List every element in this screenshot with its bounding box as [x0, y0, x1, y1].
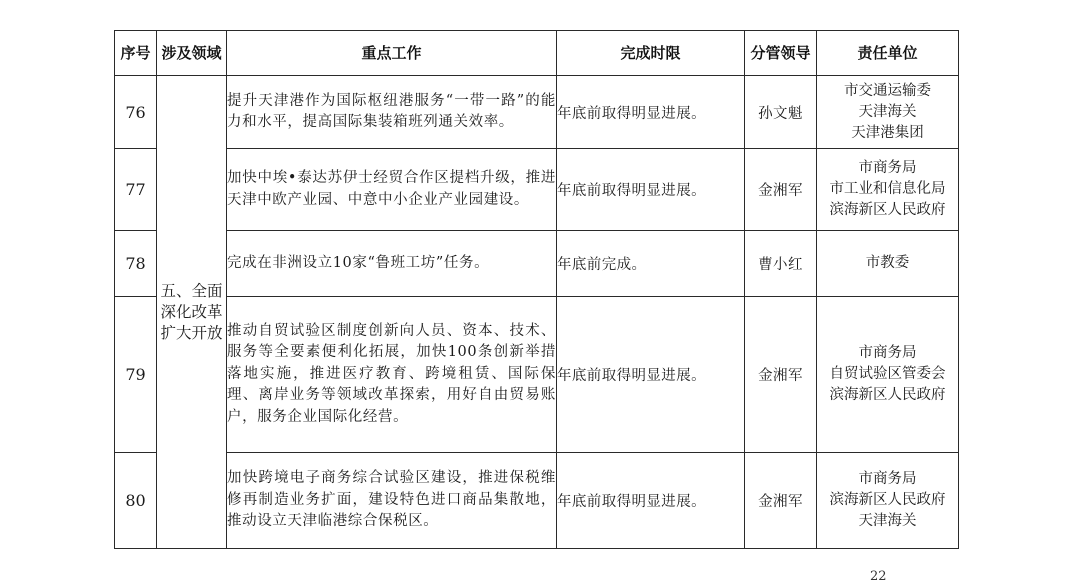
- row-number: 77: [115, 149, 157, 231]
- unit-name: 天津海关: [858, 513, 917, 529]
- unit-cell: [817, 453, 959, 549]
- unit-name: 市商务局: [858, 345, 917, 361]
- unit-name: 市商务局: [858, 471, 917, 487]
- header-deadline: 完成时限: [557, 31, 745, 76]
- table-row: [115, 453, 959, 549]
- deadline-cell: 年底前取得明显进展。: [557, 149, 745, 231]
- header-leader: 分管领导: [745, 31, 817, 76]
- row-number: 80: [115, 453, 157, 549]
- header-work: 重点工作: [227, 31, 557, 76]
- leader-cell: 金湘军: [745, 149, 817, 231]
- deadline-cell: 年底前取得明显进展。: [557, 76, 745, 149]
- table-row: [115, 231, 959, 297]
- deadline-cell: 年底前取得明显进展。: [557, 453, 745, 549]
- unit-name: 滨海新区人民政府: [829, 202, 946, 218]
- unit-name: 天津港集团: [851, 124, 924, 141]
- work-cell: 提升天津港作为国际枢纽港服务“一带一路”的能力和水平，提高国际集装箱班列通关效率。: [227, 76, 557, 149]
- unit-name: 市教委: [865, 255, 910, 271]
- header-seq: 序号: [115, 31, 157, 76]
- row-number: 79: [115, 297, 157, 453]
- header-unit: 责任单位: [817, 31, 959, 76]
- deadline-cell: 年底前取得明显进展。: [557, 297, 745, 453]
- table-row: [115, 76, 959, 149]
- row-number: 76: [115, 76, 157, 149]
- work-cell: 加快中埃•泰达苏伊士经贸合作区提档升级，推进天津中欧产业园、中意中小企业产业园建设。: [227, 149, 557, 231]
- unit-name: 自贸试验区管委会: [829, 366, 946, 382]
- unit-cell: [817, 231, 959, 297]
- page-number: 22: [870, 569, 887, 584]
- unit-name: 市交通运输委: [844, 82, 931, 99]
- task-table: [114, 30, 959, 549]
- header-field: 涉及领域: [157, 31, 227, 76]
- unit-name: 市工业和信息化局: [829, 181, 946, 197]
- field-group-cell: 五、全面深化改革扩大开放: [157, 76, 227, 549]
- unit-name: 市商务局: [858, 160, 917, 176]
- deadline-cell: 年底前完成。: [557, 231, 745, 297]
- unit-name: 天津海关: [858, 103, 917, 120]
- unit-cell: [817, 149, 959, 231]
- unit-cell: [817, 76, 959, 149]
- leader-cell: 金湘军: [745, 297, 817, 453]
- leader-cell: 金湘军: [745, 453, 817, 549]
- work-cell: 完成在非洲设立10家“鲁班工坊”任务。: [227, 231, 557, 297]
- leader-cell: 曹小红: [745, 231, 817, 297]
- unit-cell: [817, 297, 959, 453]
- table-header-row: [115, 31, 959, 76]
- leader-cell: 孙文魁: [745, 76, 817, 149]
- table-row: [115, 149, 959, 231]
- row-number: 78: [115, 231, 157, 297]
- table-row: [115, 297, 959, 453]
- work-cell: 加快跨境电子商务综合试验区建设，推进保税维修再制造业务扩面，建设特色进口商品集散地，推动设立天津临港综合保税区。: [227, 453, 557, 549]
- unit-name: 滨海新区人民政府: [829, 492, 946, 508]
- work-cell: 推动自贸试验区制度创新向人员、资本、技术、服务等全要素便利化拓展，加快100条创新举措落地实施，推进医疗教育、跨境租赁、国际保理、离岸业务等领域改革探索，用好自由贸易账户，服务企业国际化经营。: [227, 297, 557, 453]
- unit-name: 滨海新区人民政府: [829, 387, 946, 403]
